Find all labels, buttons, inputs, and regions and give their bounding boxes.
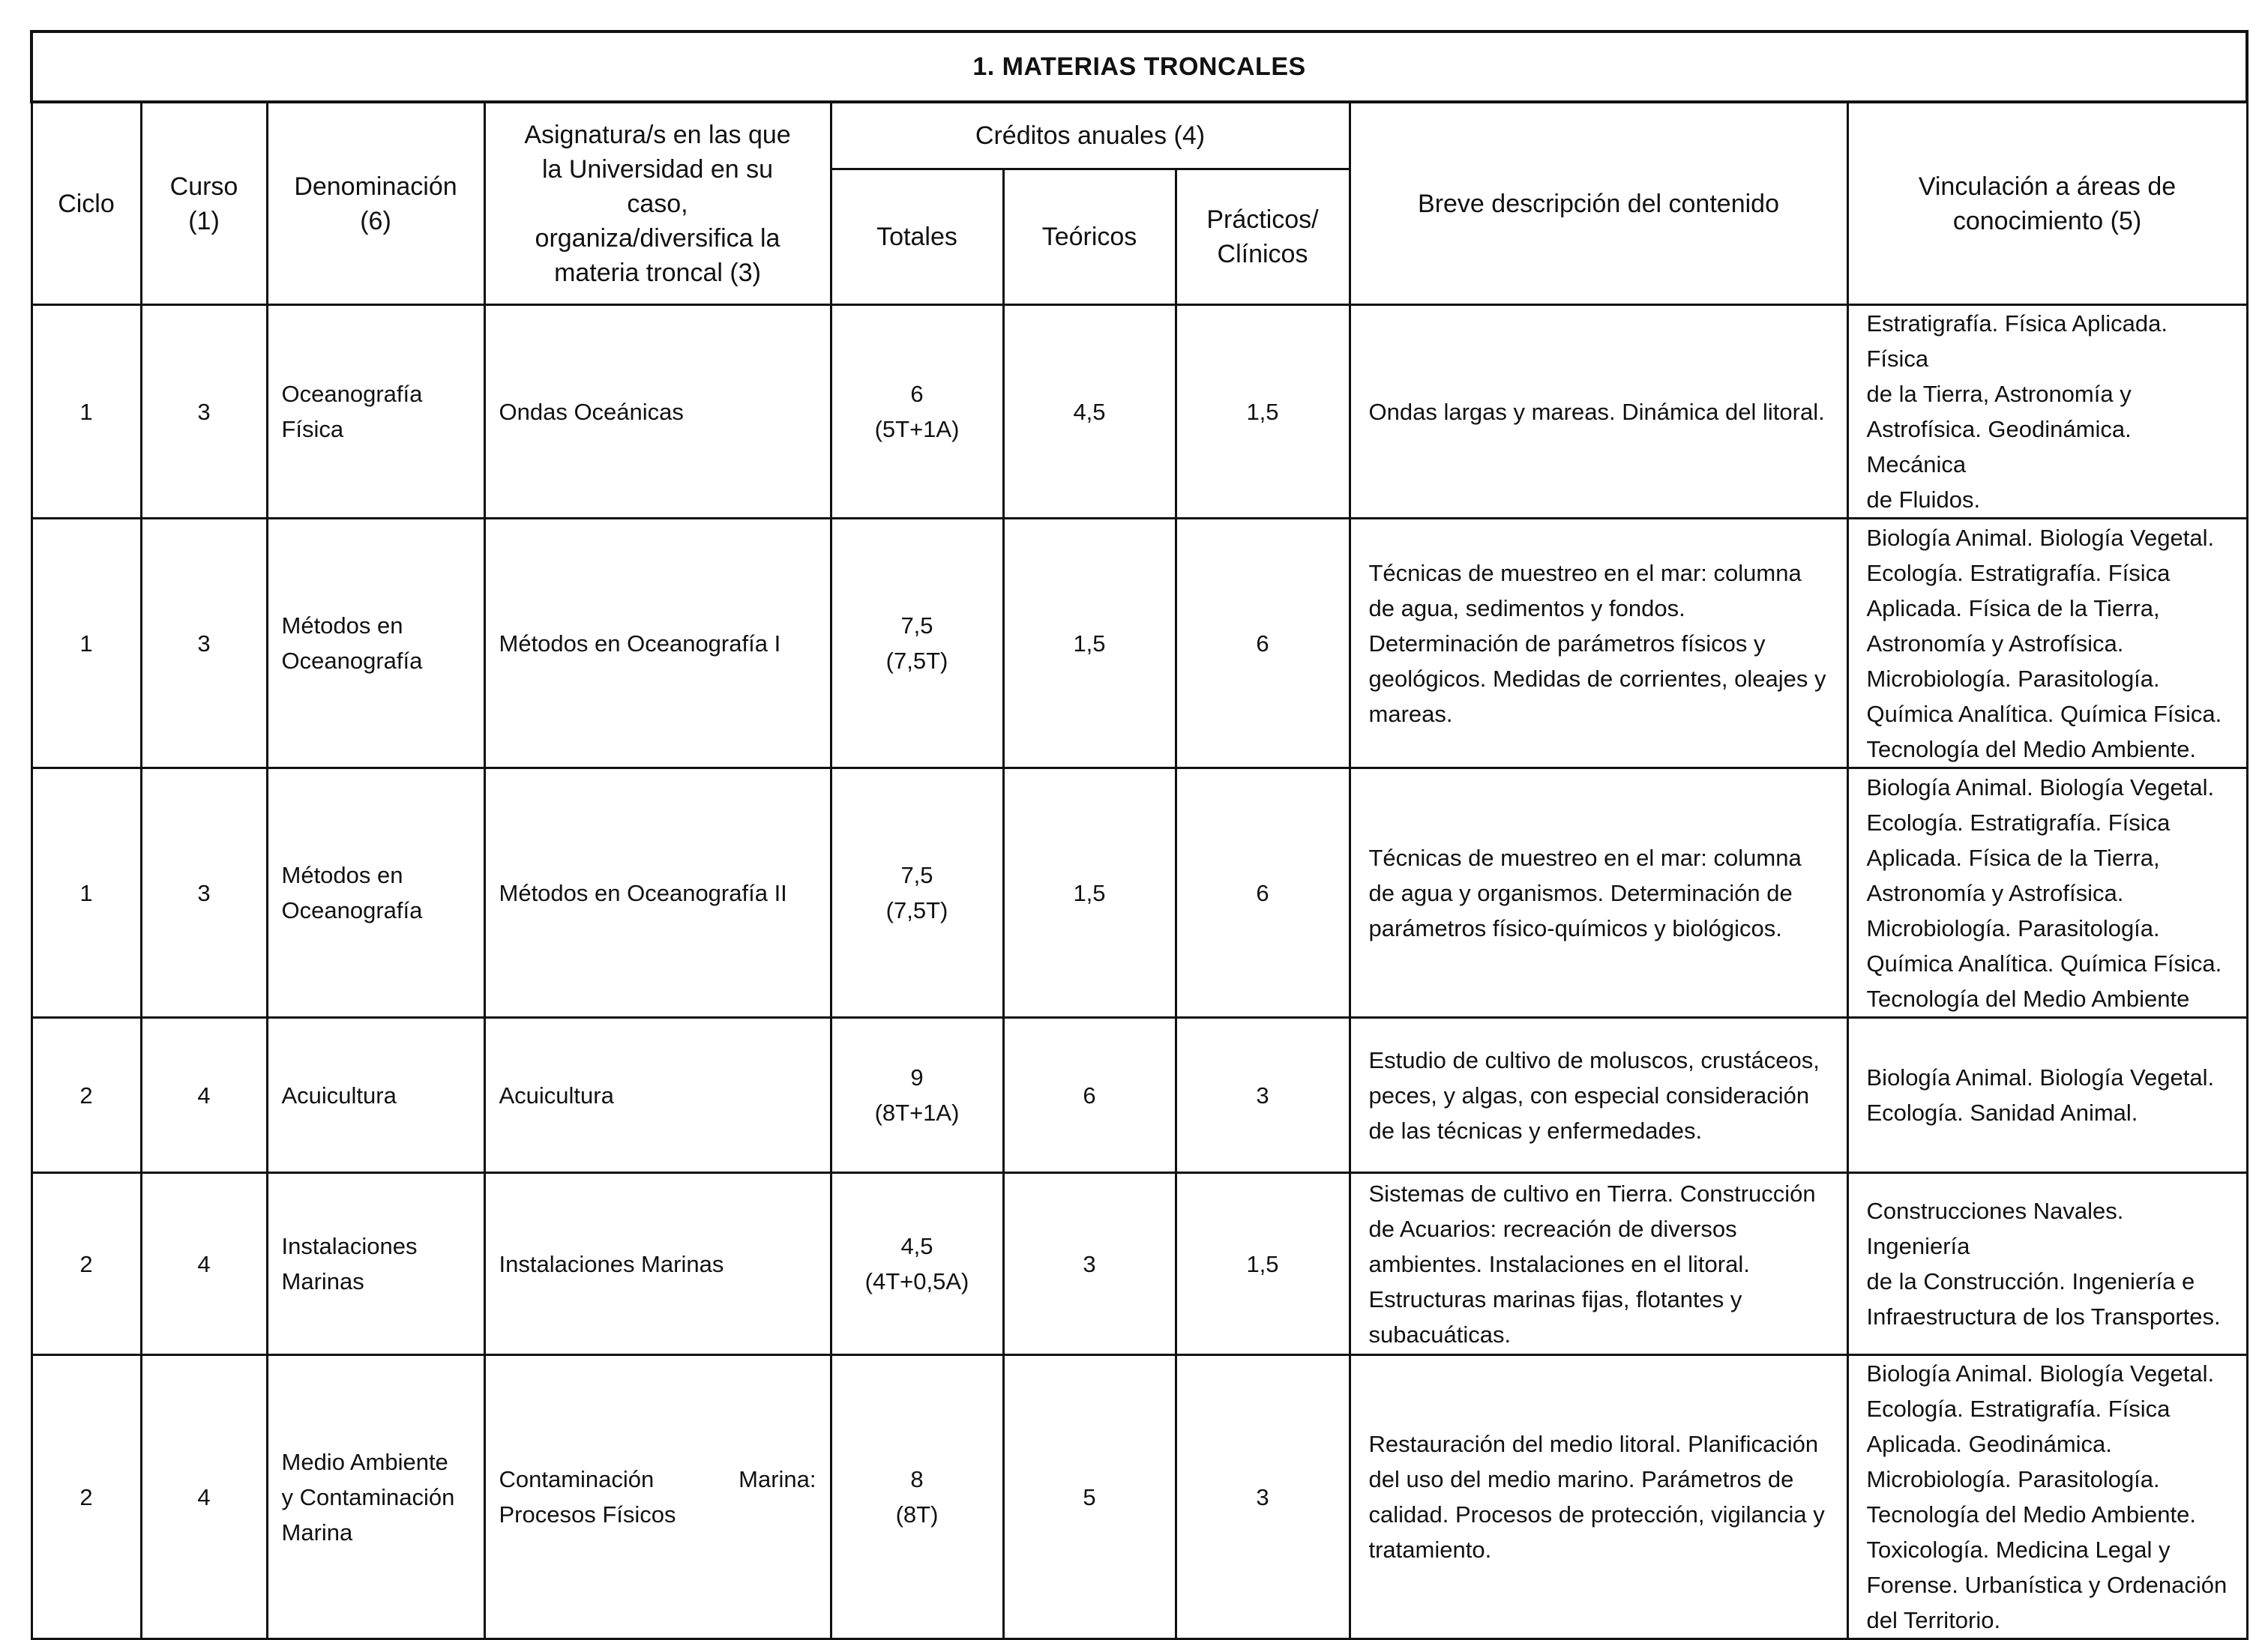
header-creditos: Créditos anuales (4) [831, 102, 1350, 169]
header-totales: Totales [831, 169, 1003, 305]
materias-troncales-table [30, 30, 2249, 1640]
cell-ciclo: 2 [31, 1173, 141, 1355]
cell-ciclo: 1 [31, 519, 141, 768]
header-curso: Curso (1) [141, 102, 267, 305]
cell-asignatura: Acuicultura [484, 1018, 831, 1173]
cell-curso: 4 [141, 1355, 267, 1639]
cell-practicos: 3 [1176, 1355, 1350, 1639]
header-asignatura: Asignatura/s en las que la Universidad en su caso, organiza/diversifica la materia troncal (3) [484, 102, 831, 305]
cell-vinculacion: Estratigrafía. Física Aplicada. Física de la Tierra, Astronomía y Astrofísica. Geodinámica. Mecánica de Fluidos. [1847, 305, 2247, 519]
cell-practicos: 6 [1176, 768, 1350, 1018]
cell-vinculacion: Biología Animal. Biología Vegetal. Ecología. Estratigrafía. Física Aplicada. Física de la Tierra, Astronomía y Astrofísica. Microbiología. Parasitología. Química Analítica. Química Física. Tecnología del Medio Ambiente. [1847, 519, 2247, 768]
cell-ciclo: 1 [31, 305, 141, 519]
cell-teoricos: 3 [1003, 1173, 1176, 1355]
cell-curso: 3 [141, 519, 267, 768]
header-denominacion: Denominación (6) [267, 102, 484, 305]
cell-vinculacion: Biología Animal. Biología Vegetal. Ecología. Estratigrafía. Física Aplicada. Geodinámica. Microbiología. Parasitología. Tecnología del Medio Ambiente. Toxicología. Medicina Legal y Forense. Urbanística y Ordenación del Territorio. [1847, 1355, 2247, 1639]
cell-ciclo: 2 [31, 1355, 141, 1639]
table-row [31, 1355, 2247, 1639]
table-body [31, 305, 2247, 1639]
cell-asignatura: Métodos en Oceanografía II [484, 768, 831, 1018]
cell-teoricos: 5 [1003, 1355, 1176, 1639]
cell-totales: 7,5 (7,5T) [831, 519, 1003, 768]
table-row [31, 1173, 2247, 1355]
cell-asignatura: Ondas Oceánicas [484, 305, 831, 519]
header-vinculacion: Vinculación a áreas de conocimiento (5) [1847, 102, 2247, 305]
cell-practicos: 1,5 [1176, 1173, 1350, 1355]
cell-totales: 7,5 (7,5T) [831, 768, 1003, 1018]
cell-vinculacion: Construcciones Navales. Ingeniería de la Construcción. Ingeniería e Infraestructura de los Transportes. [1847, 1173, 2247, 1355]
cell-denominacion: Métodos en Oceanografía [267, 768, 484, 1018]
cell-denominacion: Oceanografía Física [267, 305, 484, 519]
cell-ciclo: 2 [31, 1018, 141, 1173]
cell-denominacion: Métodos en Oceanografía [267, 519, 484, 768]
cell-practicos: 1,5 [1176, 305, 1350, 519]
cell-vinculacion: Biología Animal. Biología Vegetal. Ecología. Sanidad Animal. [1847, 1018, 2247, 1173]
table-row [31, 1018, 2247, 1173]
cell-teoricos: 1,5 [1003, 519, 1176, 768]
cell-denominacion: Acuicultura [267, 1018, 484, 1173]
cell-descripcion: Técnicas de muestreo en el mar: columna de agua, sedimentos y fondos. Determinación de parámetros físicos y geológicos. Medidas de corrientes, oleajes y mareas. [1350, 519, 1847, 768]
cell-practicos: 3 [1176, 1018, 1350, 1173]
header-descripcion: Breve descripción del contenido [1350, 102, 1847, 305]
cell-descripcion: Técnicas de muestreo en el mar: columna de agua y organismos. Determinación de parámetros físico-químicos y biológicos. [1350, 768, 1847, 1018]
cell-denominacion: Instalaciones Marinas [267, 1173, 484, 1355]
curriculum-table-sheet [30, 30, 2246, 1640]
cell-curso: 3 [141, 768, 267, 1018]
cell-vinculacion: Biología Animal. Biología Vegetal. Ecología. Estratigrafía. Física Aplicada. Física de la Tierra, Astronomía y Astrofísica. Microbiología. Parasitología. Química Analítica. Química Física. Tecnología del Medio Ambiente [1847, 768, 2247, 1018]
cell-descripcion: Restauración del medio litoral. Planificación del uso del medio marino. Parámetros de calidad. Procesos de protección, vigilancia y tratamiento. [1350, 1355, 1847, 1639]
cell-practicos: 6 [1176, 519, 1350, 768]
cell-descripcion: Estudio de cultivo de moluscos, crustáceos, peces, y algas, con especial consideración de las técnicas y enfermedades. [1350, 1018, 1847, 1173]
header-practicos: Prácticos/ Clínicos [1176, 169, 1350, 305]
cell-teoricos: 6 [1003, 1018, 1176, 1173]
table-title: 1. MATERIAS TRONCALES [31, 31, 2247, 102]
cell-totales: 4,5 (4T+0,5A) [831, 1173, 1003, 1355]
cell-asignatura: Instalaciones Marinas [484, 1173, 831, 1355]
cell-curso: 3 [141, 305, 267, 519]
cell-ciclo: 1 [31, 768, 141, 1018]
cell-teoricos: 4,5 [1003, 305, 1176, 519]
cell-denominacion: Medio Ambiente y Contaminación Marina [267, 1355, 484, 1639]
cell-teoricos: 1,5 [1003, 768, 1176, 1018]
cell-totales: 9 (8T+1A) [831, 1018, 1003, 1173]
table-row [31, 768, 2247, 1018]
cell-descripcion: Ondas largas y mareas. Dinámica del litoral. [1350, 305, 1847, 519]
cell-descripcion: Sistemas de cultivo en Tierra. Construcción de Acuarios: recreación de diversos ambientes. Instalaciones en el litoral. Estructuras marinas fijas, flotantes y subacuáticas. [1350, 1173, 1847, 1355]
cell-totales: 8 (8T) [831, 1355, 1003, 1639]
cell-curso: 4 [141, 1173, 267, 1355]
cell-curso: 4 [141, 1018, 267, 1173]
cell-totales: 6 (5T+1A) [831, 305, 1003, 519]
table-row [31, 519, 2247, 768]
cell-asignatura: Métodos en Oceanografía I [484, 519, 831, 768]
table-row [31, 305, 2247, 519]
cell-asignatura: Contaminación Marina: Procesos Físicos [484, 1355, 831, 1639]
header-ciclo: Ciclo [31, 102, 141, 305]
header-teoricos: Teóricos [1003, 169, 1176, 305]
